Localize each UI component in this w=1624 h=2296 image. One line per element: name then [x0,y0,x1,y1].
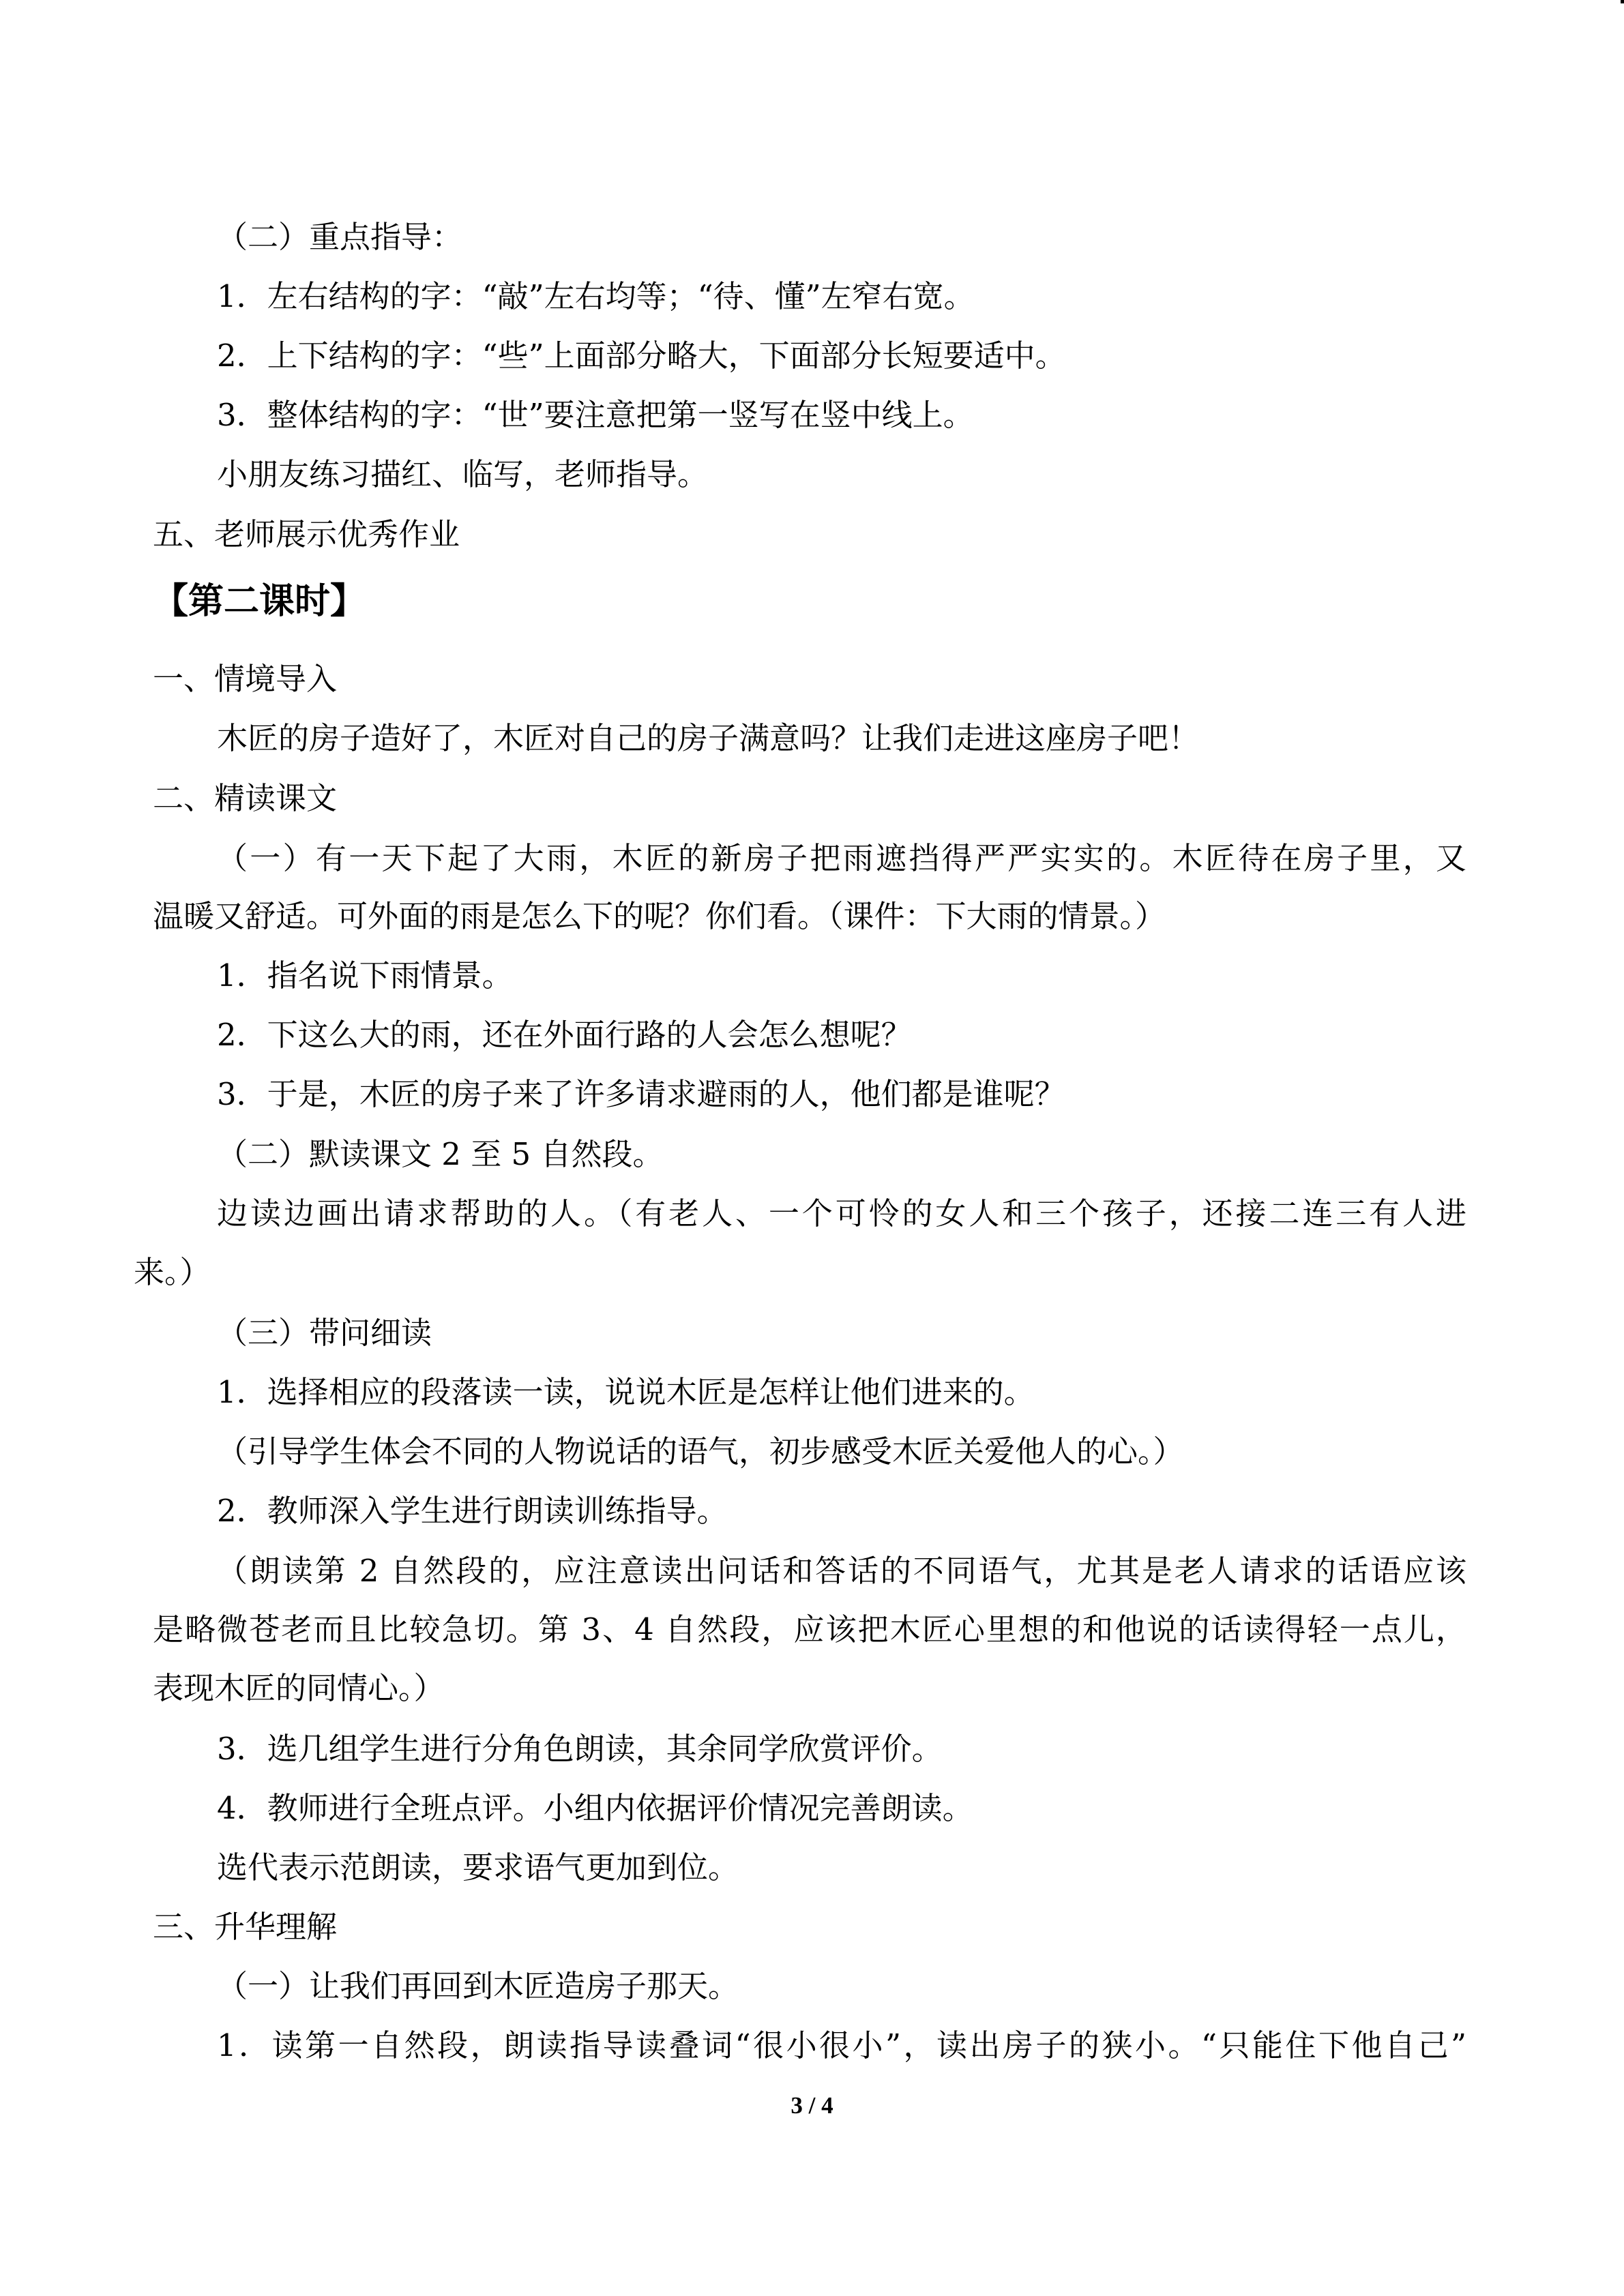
text-line: （二）重点指导： [217,219,463,255]
text-line: 2．上下结构的字：“些”上面部分略大，下面部分长短要适中。 [217,338,1066,374]
text-line: 选代表示范朗读，要求语气更加到位。 [217,1849,739,1885]
text-line: 4．教师进行全班点评。小组内依据评价情况完善朗读。 [217,1790,973,1826]
text-line: （朗读第 2 自然段的，应注意读出问话和答话的不同语气，尤其是老人请求的话语应该 [217,1553,1466,1589]
text-line: 边读边画出请求帮助的人。（有老人、一个可怜的女人和三个孩子，还接二连三有人进 [217,1195,1466,1232]
text-line: 小朋友练习描红、临写，老师指导。 [217,456,709,492]
text-line: 2．下这么大的雨，还在外面行路的人会怎么想呢？ [217,1017,912,1053]
text-line: 1．指名说下雨情景。 [217,957,513,994]
section-heading: 【第二课时】 [153,581,366,622]
text-line: （引导学生体会不同的人物说话的语气，初步感受木匠关爱他人的心。） [217,1433,1184,1470]
text-line: 3．选几组学生进行分角色朗读，其余同学欣赏评价。 [217,1731,943,1767]
text-line: 来。） [134,1254,211,1290]
text-line: 1．读第一自然段，朗读指导读叠词“很小很小”，读出房子的狭小。“只能住下他自己” [217,2027,1466,2063]
text-line: 木匠的房子造好了，木匠对自己的房子满意吗？让我们走进这座房子吧！ [217,720,1200,756]
text-line: （三）带问细读 [217,1315,432,1351]
text-line: 五、老师展示优秀作业 [153,516,460,552]
text-line: 三、升华理解 [153,1909,338,1945]
text-line: 温暖又舒适。可外面的雨是怎么下的呢？你们看。（课件：下大雨的情景。） [153,898,1166,934]
text-line: 1．左右结构的字：“敲”左右均等；“待、懂”左窄右宽。 [217,278,975,314]
text-line: 2．教师深入学生进行朗读训练指导。 [217,1493,728,1529]
text-line: 二、精读课文 [153,780,338,816]
text-line: （一）让我们再回到木匠造房子那天。 [217,1968,739,2004]
text-line: （二）默读课文 2 至 5 自然段。 [217,1136,664,1172]
text-line: 1．选择相应的段落读一读，说说木匠是怎样让他们进来的。 [217,1374,1035,1410]
text-line: 3．于是，木匠的房子来了许多请求避雨的人，他们都是谁呢？ [217,1076,1065,1112]
text-line: （一）有一天下起了大雨，木匠的新房子把雨遮挡得严严实实的。木匠待在房子里，又 [217,840,1466,876]
text-line: 表现木匠的同情心。） [153,1670,445,1706]
text-line: 3．整体结构的字：“世”要注意把第一竖写在竖中线上。 [217,397,974,433]
page-number: 3 / 4 [791,2092,833,2119]
text-line: 一、情境导入 [153,661,338,697]
text-line: 是略微苍老而且比较急切。第 3、4 自然段，应该把木匠心里想的和他说的话读得轻一点儿， [153,1611,1466,1648]
